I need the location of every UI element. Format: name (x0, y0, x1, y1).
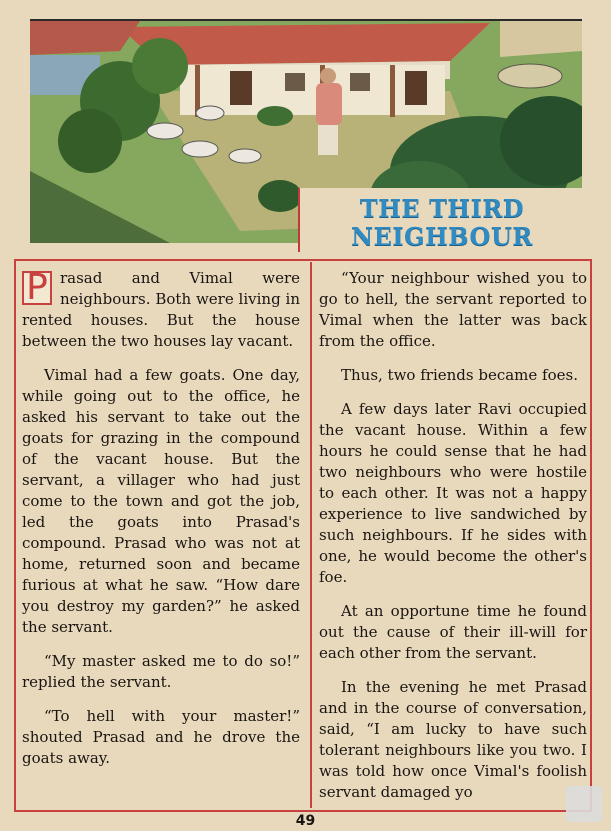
paragraph: “To hell with your master!” shouted Prasad and he drove the goats away. (22, 707, 300, 767)
story-title-line-1: THE THIRD (359, 194, 525, 223)
left-column (22, 268, 300, 782)
paragraph-text: rasad and Vimal were neighbours. Both were living in rented houses. But the house between the two houses lay vacant. (22, 269, 300, 350)
title-panel (298, 188, 584, 252)
paragraph (22, 268, 300, 352)
right-column (319, 268, 587, 816)
paragraph: “Your neighbour wished you to go to hell, the servant reported to Vimal when the latter was back from the office. (319, 269, 587, 350)
story-title-line-2: NEIGHBOUR (351, 222, 533, 251)
paragraph: A few days later Ravi occupied the vacant house. Within a few hours he could sense that he had two neighbours who were hostile to each other. It was not a happy experience to live sandwiched by such neighbours. If he sides with one, he would become the other's foe. (319, 400, 587, 586)
column-divider (310, 262, 312, 808)
paragraph: Vimal had a few goats. One day, while going out to the office, he asked his servant to take out the goats for grazing in the compound of the vacant house. But the servant, a villager who had just come to the town and got the job, led the goats into Prasad's compound. Prasad who was not at home, returned soon and became furious at what he saw. “How dare you destroy my garden?” he asked the servant. (22, 366, 300, 636)
paragraph: “My master asked me to do so!” replied the servant. (22, 652, 300, 691)
paragraph: Thus, two friends became foes. (341, 366, 578, 384)
paragraph: At an opportune time he found out the cause of their ill-will for each other from the servant. (319, 602, 587, 662)
drop-cap: P (22, 271, 52, 305)
paragraph: In the evening he met Prasad and in the course of conversation, said, “I am lucky to have such tolerant neighbours like you two. I was told how once Vimal's foolish servant damaged yo (319, 678, 587, 801)
page-number: 49 (295, 813, 316, 829)
